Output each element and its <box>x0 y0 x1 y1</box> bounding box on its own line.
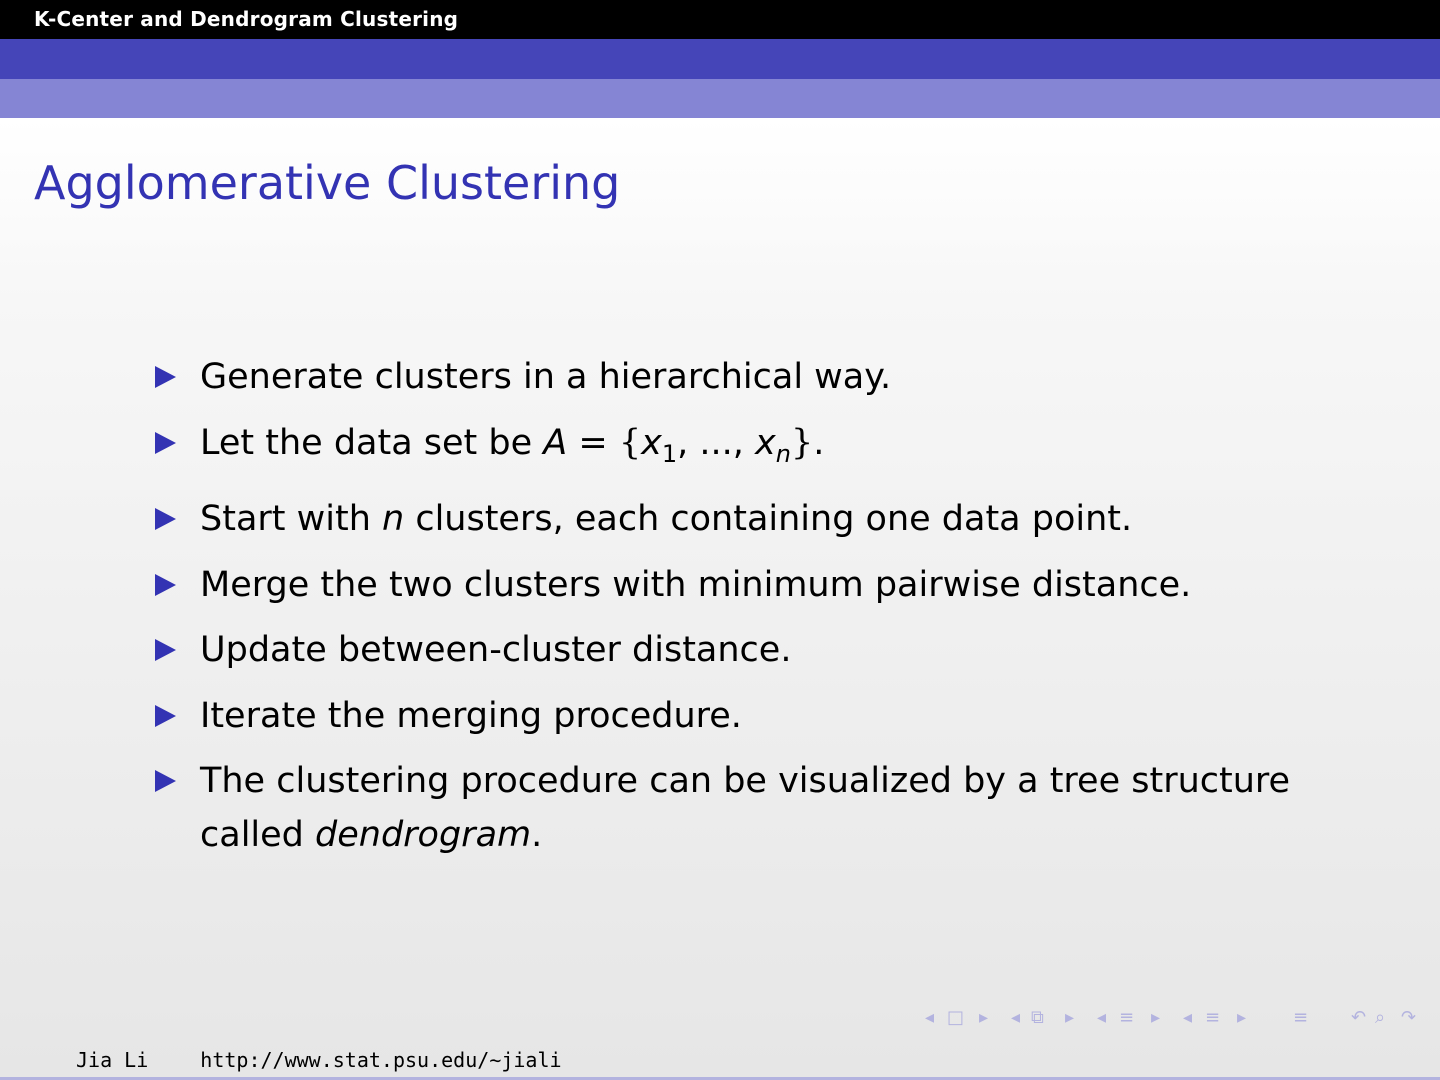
subsection-prev-arrow-icon[interactable]: ◂ <box>1011 1007 1021 1028</box>
bullet-triangle-icon <box>155 366 176 388</box>
item-period: . <box>531 815 543 855</box>
header-band-dark <box>0 39 1440 79</box>
list-item <box>155 754 1355 862</box>
math-var-x1: x <box>641 422 662 463</box>
math-equals: = <box>567 422 619 463</box>
list-item <box>155 416 1355 481</box>
item-text: Merge the two clusters with minimum pairwise distance. <box>200 564 1192 605</box>
list-item <box>155 558 1355 612</box>
math-close-brace: } <box>790 422 814 463</box>
math-var-A: A <box>543 422 568 463</box>
navigation-symbols <box>925 1004 1430 1032</box>
header-band-light <box>0 79 1440 118</box>
frame-icon[interactable]: □ <box>947 1007 965 1028</box>
math-period: . <box>813 422 825 463</box>
footer-author: Jia Li <box>76 1048 149 1072</box>
math-subscript-n: n <box>775 439 791 468</box>
list-item <box>155 623 1355 677</box>
math-ellipsis: , ..., <box>677 422 755 463</box>
item-emphasis: dendrogram <box>315 815 532 855</box>
frame-prev-arrow-icon[interactable]: ◂ <box>925 1007 935 1028</box>
list-item <box>155 689 1355 743</box>
item-text: Let the data set be <box>200 422 544 463</box>
item-text: Iterate the merging procedure. <box>200 695 742 736</box>
search-icon[interactable]: ⌕ <box>1375 1007 1386 1028</box>
slide-title: Agglomerative Clustering <box>34 156 621 210</box>
document-icon[interactable]: ≡ <box>1293 1007 1309 1028</box>
part-icon[interactable]: ≡ <box>1205 1007 1221 1028</box>
footer <box>76 1046 562 1074</box>
item-text: Generate clusters in a hierarchical way. <box>200 357 892 397</box>
item-text: Update between-cluster distance. <box>200 630 792 670</box>
subsection-icon[interactable]: ⧉ <box>1031 1007 1044 1028</box>
presentation-title: K-Center and Dendrogram Clustering <box>34 7 459 31</box>
item-text: Start with <box>200 499 383 539</box>
section-prev-arrow-icon[interactable]: ◂ <box>1097 1007 1107 1028</box>
bullet-triangle-icon <box>155 574 176 596</box>
part-prev-arrow-icon[interactable]: ◂ <box>1183 1007 1193 1028</box>
bullet-triangle-icon <box>155 508 176 530</box>
bullet-triangle-icon <box>155 770 176 792</box>
item-text: clusters, each containing one data point. <box>404 499 1133 539</box>
section-next-arrow-icon[interactable]: ▸ <box>1151 1007 1161 1028</box>
bullet-list <box>155 350 1355 874</box>
back-icon[interactable]: ↶ <box>1351 1007 1367 1028</box>
bullet-triangle-icon <box>155 432 176 454</box>
footer-url: http://www.stat.psu.edu/∼jiali <box>200 1048 562 1072</box>
bullet-triangle-icon <box>155 639 176 661</box>
math-open-brace: { <box>618 422 642 463</box>
math-var-n: n <box>382 499 405 539</box>
subsection-next-arrow-icon[interactable]: ▸ <box>1065 1007 1075 1028</box>
list-item <box>155 492 1355 546</box>
part-next-arrow-icon[interactable]: ▸ <box>1237 1007 1247 1028</box>
math-var-xn: x <box>755 422 776 463</box>
item-text: The clustering procedure can be visualized by a tree structure called <box>200 761 1291 855</box>
section-icon[interactable]: ≡ <box>1119 1007 1135 1028</box>
forward-icon[interactable]: ↷ <box>1401 1007 1417 1028</box>
frame-next-arrow-icon[interactable]: ▸ <box>979 1007 989 1028</box>
bullet-triangle-icon <box>155 705 176 727</box>
headline-bar <box>0 0 1440 39</box>
math-subscript-1: 1 <box>661 439 678 468</box>
list-item <box>155 350 1355 404</box>
